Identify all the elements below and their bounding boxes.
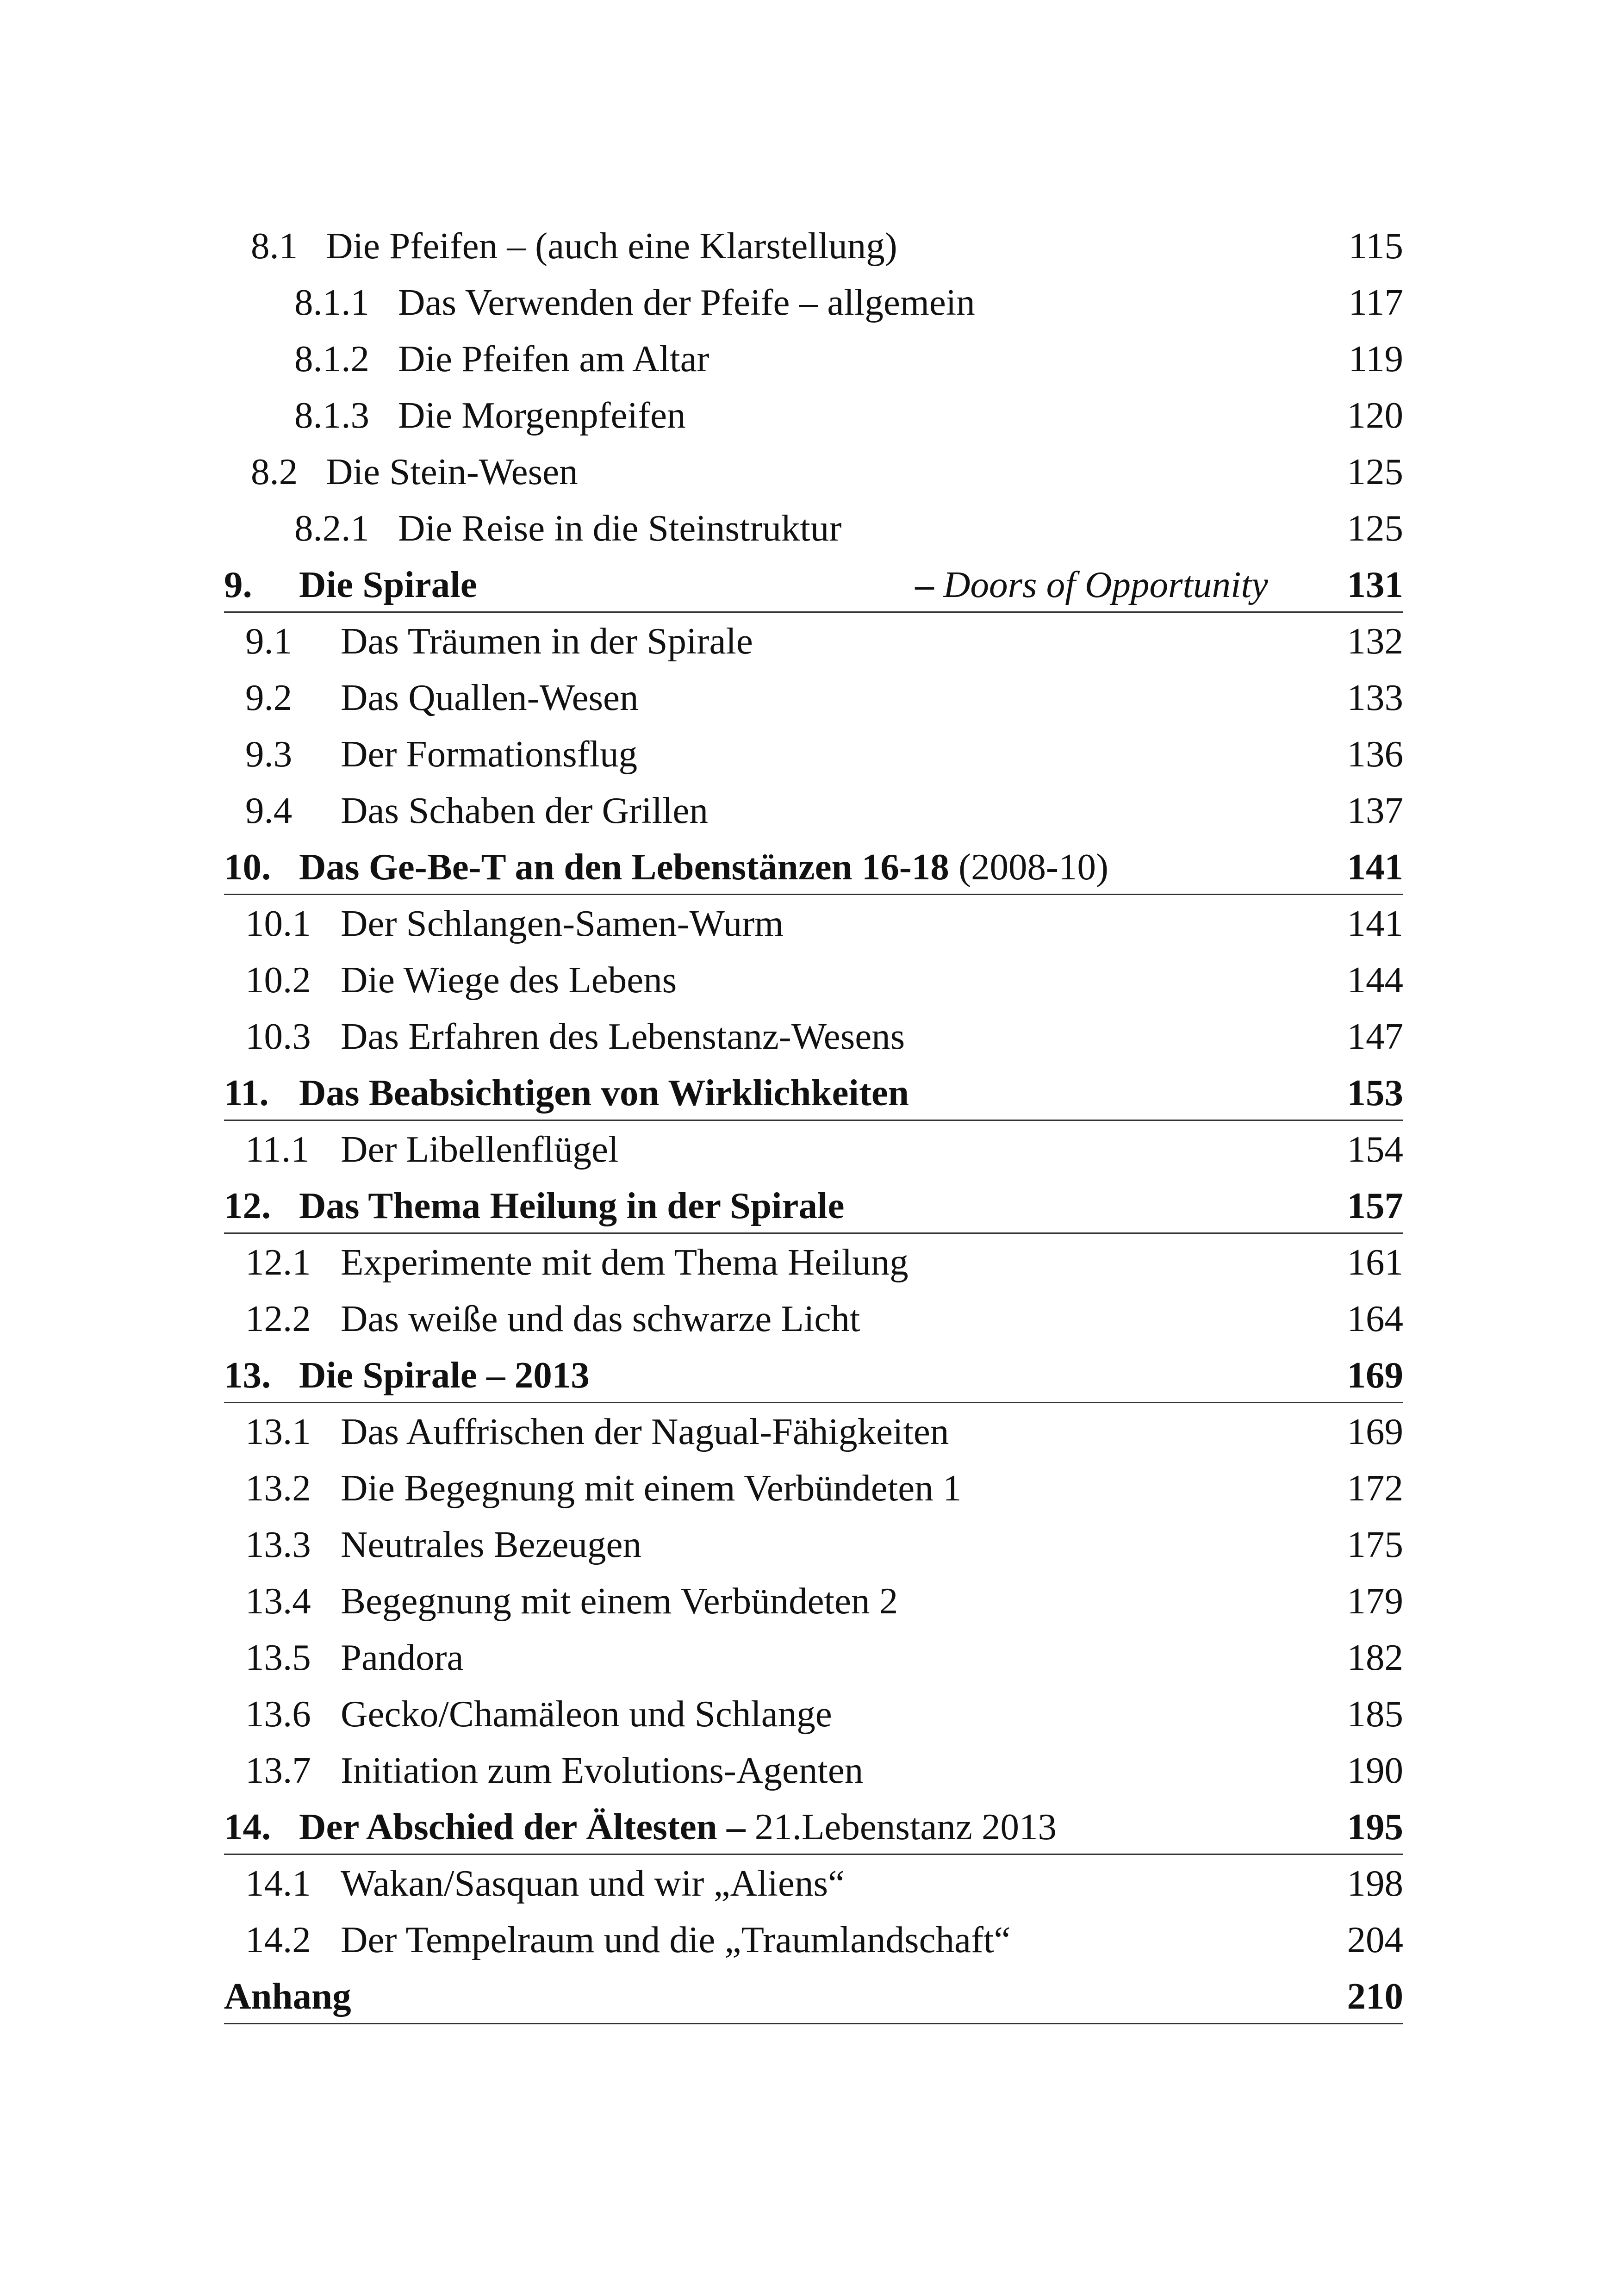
toc-entry-title-text: Die Morgenpfeifen — [398, 394, 686, 436]
toc-entry-title — [341, 782, 708, 839]
toc-entry-number: 9. — [224, 564, 252, 605]
toc-entry-title-text: Das Erfahren des Lebenstanz-Wesens — [341, 1015, 905, 1057]
toc-entry-number: 14.2 — [245, 1919, 311, 1960]
toc-entry-row — [224, 1629, 1403, 1686]
toc-entry-number: 8.1 — [251, 225, 298, 267]
toc-page-number: 144 — [1347, 959, 1403, 1001]
toc-entry-title — [398, 330, 709, 387]
toc-page-number: 164 — [1347, 1298, 1403, 1339]
toc-entry-title — [398, 500, 841, 556]
toc-entry-title-text: Die Begegnung mit einem Verbündeten 1 — [341, 1467, 962, 1509]
toc-entry-row — [224, 895, 1403, 952]
toc-entry-title-text: Die Pfeifen – (auch eine Klarstellung) — [326, 225, 897, 267]
toc-entry-row — [224, 1573, 1403, 1629]
toc-page-number: 141 — [1347, 902, 1403, 944]
toc-entry-number: 13.6 — [245, 1693, 311, 1735]
toc-entry-title — [341, 1516, 641, 1573]
toc-entry-title — [299, 556, 477, 613]
toc-entry-suffix: (2008-10) — [949, 846, 1108, 888]
toc-entry-number: 11.1 — [245, 1128, 310, 1170]
toc-entry-number: 10.3 — [245, 1015, 311, 1057]
toc-chapter-row — [224, 1968, 1403, 2024]
toc-entry-number: 8.2.1 — [294, 507, 369, 549]
toc-chapter-row — [224, 1177, 1403, 1234]
toc-entry-title-text: Der Formationsflug — [341, 733, 638, 775]
toc-entry-title-text: Der Tempelraum und die „Traumlandschaft“ — [341, 1919, 1011, 1960]
toc-page-number: 133 — [1347, 677, 1403, 718]
toc-entry-title — [341, 1911, 1010, 1968]
toc-entry-number: 12.1 — [245, 1241, 311, 1283]
toc-entry-row — [224, 500, 1403, 556]
toc-entry-title — [341, 726, 637, 782]
toc-page-number: 119 — [1348, 338, 1403, 380]
toc-entry-row — [224, 726, 1403, 782]
toc-page-number: 153 — [1347, 1072, 1403, 1114]
toc-entry-title-text: Gecko/Chamäleon und Schlange — [341, 1693, 832, 1735]
toc-entry-title-text: Experimente mit dem Thema Heilung — [341, 1241, 909, 1283]
toc-page-number: 157 — [1347, 1185, 1403, 1226]
toc-entry-row — [224, 330, 1403, 387]
toc-entry-title — [341, 895, 784, 952]
toc-entry-title-text: Das Auffrischen der Nagual-Fähigkeiten — [341, 1411, 949, 1452]
toc-chapter-row — [224, 556, 1403, 613]
toc-entry-title — [341, 669, 639, 726]
toc-entry-title — [341, 1008, 905, 1064]
toc-entry-title-text: Pandora — [341, 1636, 464, 1678]
toc-entry-title-text: Die Wiege des Lebens — [341, 959, 677, 1001]
toc-entry-number: 13.4 — [245, 1580, 311, 1622]
toc-entry-number: 13. — [224, 1354, 271, 1396]
toc-entry-number: 9.3 — [245, 733, 292, 775]
subtitle-text: Doors of Opportunity — [943, 564, 1268, 605]
toc-entry-row — [224, 1855, 1403, 1911]
toc-page-number: 179 — [1347, 1580, 1403, 1622]
toc-entry-row — [224, 669, 1403, 726]
toc-entry-number: 9.1 — [245, 620, 292, 662]
toc-entry-title-text: Der Libellenflügel — [341, 1128, 619, 1170]
toc-entry-number: 10.2 — [245, 959, 311, 1001]
toc-entry-row — [224, 1403, 1403, 1460]
toc-entry-number: 13.3 — [245, 1524, 311, 1565]
toc-entry-row — [224, 1516, 1403, 1573]
toc-entry-title — [341, 613, 753, 669]
toc-page-number: 169 — [1347, 1411, 1403, 1452]
toc-page-number: 120 — [1347, 394, 1403, 436]
toc-entry-title — [341, 1234, 909, 1290]
toc-entry-row — [224, 218, 1403, 274]
toc-entry-title-text: Das Beabsichtigen von Wirklichkeiten — [299, 1072, 909, 1114]
toc-entry-title-text: Die Spirale — [299, 564, 477, 605]
toc-chapter-row — [224, 839, 1403, 895]
toc-entry-row — [224, 443, 1403, 500]
toc-entry-title — [224, 1968, 351, 2024]
toc-page-number: 169 — [1347, 1354, 1403, 1396]
toc-entry-row — [224, 1911, 1403, 1968]
toc-entry-title — [341, 1121, 619, 1177]
toc-entry-title — [299, 1347, 590, 1403]
toc-entry-number: 13.1 — [245, 1411, 311, 1452]
toc-entry-title — [398, 274, 975, 330]
toc-page-number: 185 — [1347, 1693, 1403, 1735]
toc-entry-title-text: Die Reise in die Steinstruktur — [398, 507, 842, 549]
toc-entry-number: 14. — [224, 1806, 271, 1848]
toc-entry-title — [341, 1742, 863, 1798]
toc-entry-number: 12. — [224, 1185, 271, 1226]
toc-entry-title — [326, 218, 897, 274]
toc-entry-title-text: Neutrales Bezeugen — [341, 1524, 641, 1565]
toc-page-number: 190 — [1347, 1749, 1403, 1791]
toc-page-number: 137 — [1347, 790, 1403, 831]
toc-page-number: 132 — [1347, 620, 1403, 662]
toc-entry-title — [341, 952, 677, 1008]
toc-entry-title — [341, 1460, 961, 1516]
toc-entry-title-text: Anhang — [224, 1975, 351, 2017]
toc-entry-title-text: Das Quallen-Wesen — [341, 677, 639, 718]
toc-entry-title-text: Die Stein-Wesen — [326, 451, 578, 492]
toc-page-number: 210 — [1347, 1975, 1403, 2017]
toc-entry-title-text: Der Abschied der Ältesten – — [299, 1806, 746, 1848]
toc-entry-title-text: Die Spirale – 2013 — [299, 1354, 590, 1396]
toc-entry-title — [341, 1629, 463, 1686]
toc-entry-title — [398, 387, 686, 443]
toc-entry-row — [224, 1121, 1403, 1177]
toc-chapter-row — [224, 1798, 1403, 1855]
toc-page-number: 141 — [1347, 846, 1403, 888]
toc-entry-title-text: Initiation zum Evolutions-Agenten — [341, 1749, 864, 1791]
toc-page-number: 204 — [1347, 1919, 1403, 1960]
toc-entry-number: 13.7 — [245, 1749, 311, 1791]
toc-entry-title-text: Das Träumen in der Spirale — [341, 620, 753, 662]
toc-entry-title — [341, 1403, 949, 1460]
toc-entry-number: 11. — [224, 1072, 269, 1114]
toc-page-number: 182 — [1347, 1636, 1403, 1678]
toc-entry-row — [224, 1290, 1403, 1347]
toc-entry-title-text: Das Schaben der Grillen — [341, 790, 708, 831]
toc-page-number: 117 — [1348, 281, 1403, 323]
toc-entry-row — [224, 952, 1403, 1008]
toc-entry-row — [224, 1742, 1403, 1798]
toc-entry-row — [224, 387, 1403, 443]
toc-chapter-row — [224, 1064, 1403, 1121]
toc-page-number: 125 — [1347, 451, 1403, 492]
toc-entry-number: 14.1 — [245, 1862, 311, 1904]
toc-entry-title-text: Die Pfeifen am Altar — [398, 338, 709, 380]
toc-entry-number: 8.1.1 — [294, 281, 369, 323]
subtitle-dash: – — [915, 564, 934, 605]
toc-entry-title — [299, 1064, 909, 1121]
toc-entry-title — [299, 1798, 1057, 1855]
toc-page-number: 198 — [1347, 1862, 1403, 1904]
toc-entry-row — [224, 1686, 1403, 1742]
toc-chapter-subtitle — [915, 556, 1268, 613]
toc-entry-title-text: Das Thema Heilung in der Spirale — [299, 1185, 845, 1226]
toc-entry-number: 9.4 — [245, 790, 292, 831]
toc-entry-number: 12.2 — [245, 1298, 311, 1339]
toc-page-number: 136 — [1347, 733, 1403, 775]
toc-entry-row — [224, 1234, 1403, 1290]
toc-chapter-row — [224, 1347, 1403, 1403]
toc-entry-row — [224, 274, 1403, 330]
toc-entry-title — [326, 443, 578, 500]
toc-entry-row — [224, 613, 1403, 669]
toc-entry-title-text: Das Ge-Be-T an den Lebenstänzen 16-18 — [299, 846, 949, 888]
toc-page-number: 195 — [1347, 1806, 1403, 1848]
toc-entry-number: 10. — [224, 846, 271, 888]
toc-entry-row — [224, 1460, 1403, 1516]
toc-page-number: 172 — [1347, 1467, 1403, 1509]
toc-entry-title-text: Begegnung mit einem Verbündeten 2 — [341, 1580, 898, 1622]
toc-entry-number: 13.5 — [245, 1636, 311, 1678]
toc-page-number: 154 — [1347, 1128, 1403, 1170]
toc-page-number: 175 — [1347, 1524, 1403, 1565]
toc-entry-row — [224, 1008, 1403, 1064]
toc-entry-title — [341, 1855, 845, 1911]
toc-entry-number: 8.2 — [251, 451, 298, 492]
toc-entry-suffix: 21.Lebenstanz 2013 — [745, 1806, 1057, 1848]
toc-entry-title-text: Wakan/Sasquan und wir „Aliens“ — [341, 1862, 845, 1904]
toc-entry-title — [299, 1177, 844, 1234]
toc-entry-number: 13.2 — [245, 1467, 311, 1509]
toc-entry-number: 9.2 — [245, 677, 292, 718]
toc-page-number: 125 — [1347, 507, 1403, 549]
toc-entry-title-text: Das Verwenden der Pfeife – allgemein — [398, 281, 975, 323]
toc-page-number: 115 — [1348, 225, 1403, 267]
toc-page-number: 161 — [1347, 1241, 1403, 1283]
toc-entry-title-text: Das weiße und das schwarze Licht — [341, 1298, 860, 1339]
toc-entry-number: 8.1.3 — [294, 394, 369, 436]
toc-entry-title — [299, 839, 1108, 895]
toc-entry-title — [341, 1573, 898, 1629]
toc-entry-row — [224, 782, 1403, 839]
toc-entry-number: 8.1.2 — [294, 338, 369, 380]
toc-entry-number: 10.1 — [245, 902, 311, 944]
toc-page-number: 147 — [1347, 1015, 1403, 1057]
toc-entry-title-text: Der Schlangen-Samen-Wurm — [341, 902, 784, 944]
toc-entry-title — [341, 1686, 832, 1742]
toc-entry-title — [341, 1290, 860, 1347]
toc-page-number: 131 — [1347, 564, 1403, 605]
